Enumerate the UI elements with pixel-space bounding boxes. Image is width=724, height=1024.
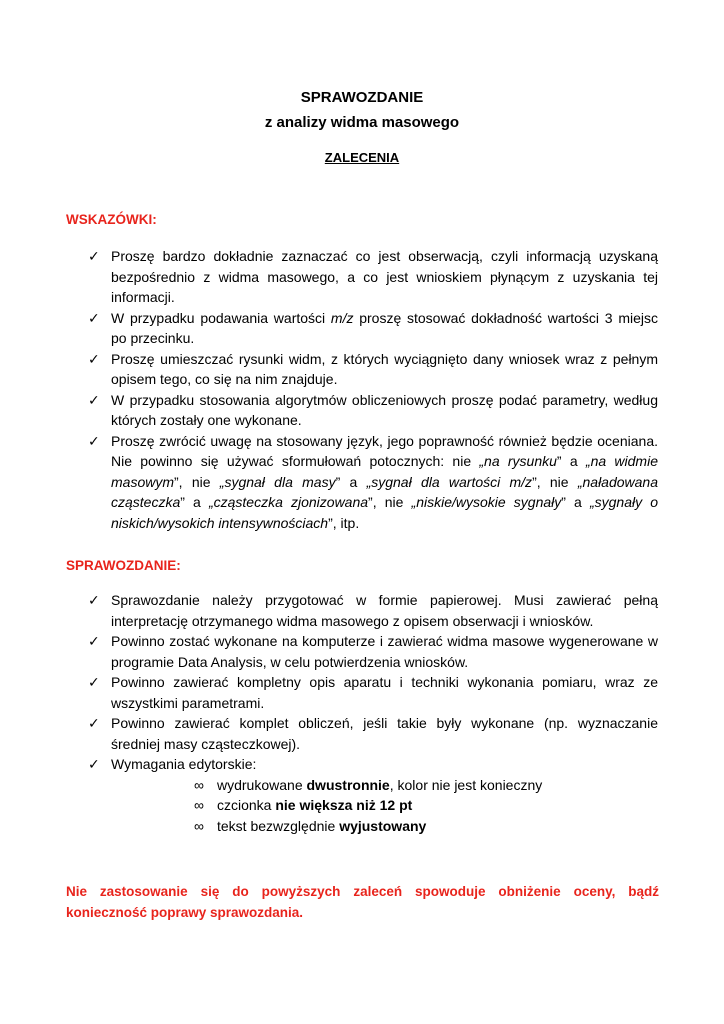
text-segment-italic: „cząsteczka zjonizowana <box>208 494 369 510</box>
text-segment-bold: nie większa niż 12 pt <box>275 797 413 813</box>
heading-wskazowki: WSKAZÓWKI: <box>66 212 157 227</box>
heading-sprawozdanie: SPRAWOZDANIE: <box>66 558 181 573</box>
list-item <box>194 775 658 796</box>
text-segment: Proszę zwrócić uwagę na stosowany język, jego poprawność również będzie oceniana. Nie powinno się używać sformułowań potocznych: nie <box>111 432 658 469</box>
list-item <box>88 431 658 534</box>
check-mark-icon: ✓ <box>88 432 100 449</box>
list-item-text: Proszę umieszczać rysunki widm, z których wyciągnięto dany wniosek wraz z pełnym opisem tego, co się na nim znajduje. <box>111 350 658 387</box>
list-item-text: Proszę bardzo dokładnie zaznaczać co jest obserwacją, czyli informacją uzyskaną bezpośrednio z widma masowego, a co jest wnioskiem płynącym z uzyskania tej informacji. <box>111 248 658 305</box>
text-segment: czcionka <box>217 797 276 813</box>
text-segment: , kolor nie jest konieczny <box>389 776 543 793</box>
sprawozdanie-list <box>88 590 658 836</box>
list-item <box>194 816 658 837</box>
check-mark-icon: ✓ <box>88 592 100 608</box>
check-mark-icon: ✓ <box>88 633 100 649</box>
text-segment: ”, itp. <box>328 514 360 531</box>
text-segment-italic: „na rysunku <box>479 453 557 469</box>
text-segment: ”, nie <box>174 473 220 490</box>
text-segment-italic: „sygnał dla wartości m/z <box>366 473 533 490</box>
list-item-text <box>111 308 658 349</box>
infinity-icon: ∞ <box>194 797 204 813</box>
text-segment: ” a <box>335 473 367 490</box>
check-mark-icon: ✓ <box>88 715 100 731</box>
list-item-text: W przypadku stosowania algorytmów obliczeniowych proszę podać parametry, według których zostały one wykonane. <box>111 391 658 428</box>
list-item-text: Wymagania edytorskie: <box>111 756 257 772</box>
infinity-icon: ∞ <box>194 776 204 793</box>
page-title: SPRAWOZDANIE <box>300 89 424 106</box>
list-item-text: Powinno zostać wykonane na komputerze i zawierać widma masowe wygenerowane w programie Data Analysis, w celu potwierdzenia wniosków. <box>111 633 658 670</box>
warning-note: Nie zastosowanie się do powyższych zaleceń spowoduje obniżenie oceny, bądź konieczność poprawy sprawozdania. <box>66 884 659 920</box>
list-item <box>88 754 658 836</box>
text-segment-italic: „na widmie masowym <box>111 453 658 490</box>
list-item <box>88 672 658 713</box>
list-item <box>88 631 658 672</box>
text-segment: ”, nie <box>368 494 412 510</box>
list-item-text: Powinno zawierać kompletny opis aparatu i techniki wykonania pomiaru, wraz ze wszystkimi parametrami. <box>111 674 658 711</box>
list-item-text: Powinno zawierać komplet obliczeń, jeśli takie były wykonane (np. wyznaczanie średniej masy cząsteczkowej). <box>111 715 658 752</box>
check-mark-icon: ✓ <box>88 756 100 772</box>
text-segment-bold: wyjustowany <box>339 817 427 834</box>
check-mark-icon: ✓ <box>88 391 100 408</box>
text-segment: tekst bezwzględnie <box>217 817 340 834</box>
check-mark-icon: ✓ <box>88 674 100 690</box>
check-mark-icon: ✓ <box>88 350 100 367</box>
text-segment: ” a <box>180 494 209 510</box>
page-subtitle: z analizy widma masowego <box>264 114 460 131</box>
check-mark-icon: ✓ <box>88 309 100 326</box>
text-segment: proszę stosować dokładność wartości 3 miejsc po przecinku. <box>111 309 659 346</box>
text-segment-italic: „sygnał dla masy <box>219 473 336 490</box>
infinity-icon: ∞ <box>194 817 204 834</box>
editorial-requirements-list <box>194 775 658 837</box>
text-segment: ” a <box>561 494 590 510</box>
list-item <box>194 795 658 816</box>
list-item <box>88 246 658 308</box>
list-item <box>88 390 658 431</box>
list-item <box>88 590 658 631</box>
text-segment: ” a <box>556 453 586 469</box>
section-title-zalecenia: ZALECENIA <box>324 150 400 165</box>
text-segment-italic: „niskie/wysokie sygnały <box>411 494 562 510</box>
list-item <box>88 349 658 390</box>
text-segment-italic: „sygnały o niskich/wysokich intensywnościach <box>111 494 659 531</box>
list-item <box>88 308 658 349</box>
text-segment: ”, nie <box>532 473 578 490</box>
text-segment: wydrukowane <box>217 776 307 793</box>
text-segment-bold: dwustronnie <box>306 776 390 793</box>
text-segment: W przypadku podawania wartości <box>111 309 331 326</box>
text-segment-italic: m/z <box>330 309 354 326</box>
list-item-text: Sprawozdanie należy przygotować w formie papierowej. Musi zawierać pełną interpretację otrzymanego widma masowego z opisem obserwacji i wniosków. <box>111 592 658 629</box>
check-mark-icon: ✓ <box>88 248 100 264</box>
list-item-text <box>111 431 658 534</box>
wskazowki-list <box>88 246 658 533</box>
text-segment-italic: „naładowana cząsteczka <box>111 473 658 510</box>
list-item <box>88 713 658 754</box>
